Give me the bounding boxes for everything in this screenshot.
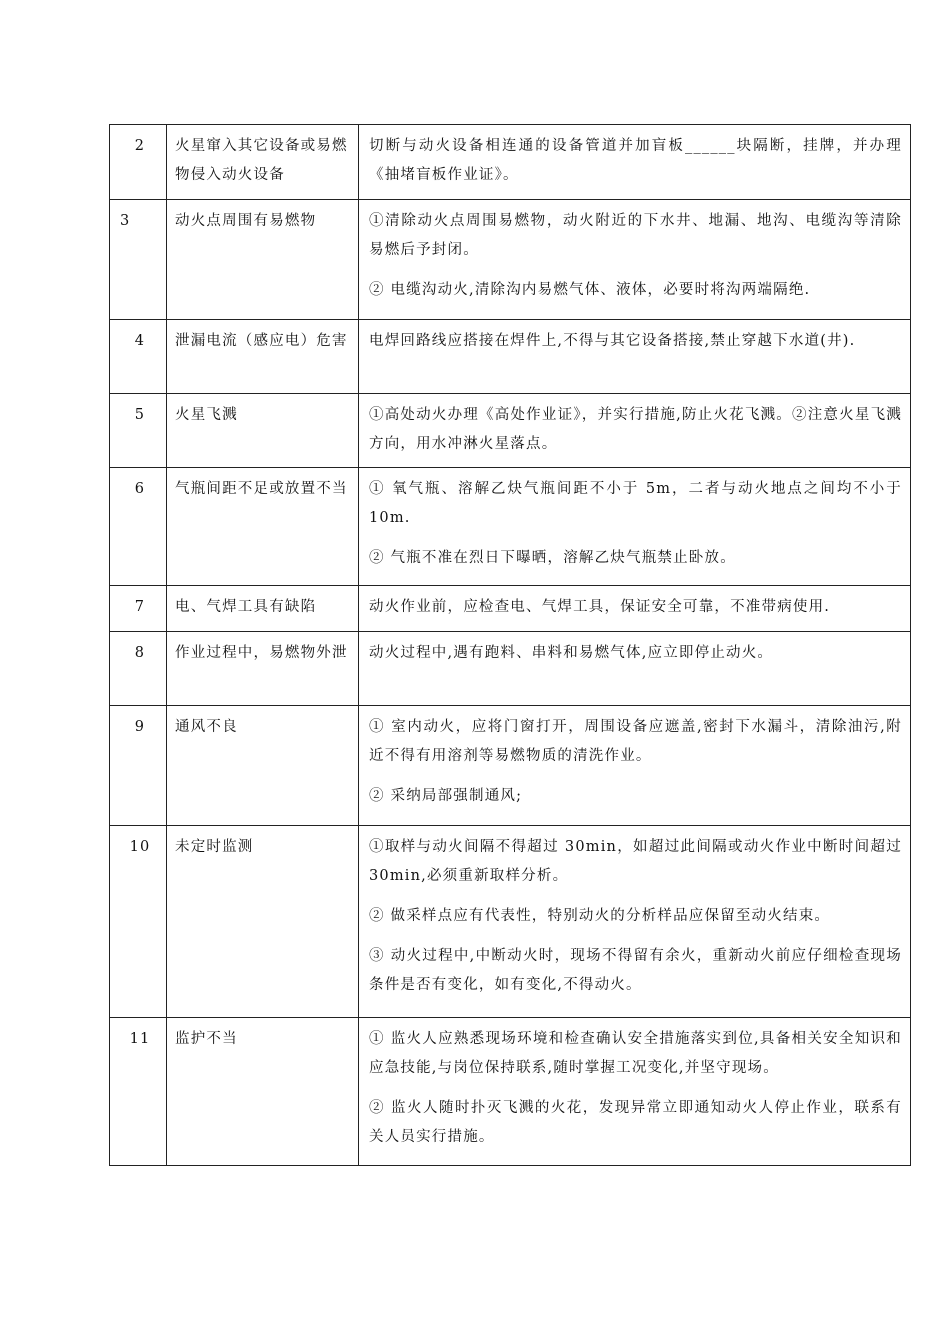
hazard-cell: 通风不良	[167, 706, 359, 826]
measure-cell	[359, 125, 911, 200]
measure-text: ① 监火人应熟悉现场环境和检查确认安全措施落实到位,具备相关安全知识和应急技能,与岗位保持联系,随时掌握工况变化,并坚守现场。	[369, 1031, 902, 1076]
table-row	[110, 320, 911, 394]
table-row	[110, 586, 911, 632]
row-number: 3	[110, 200, 167, 320]
row-number: 2	[110, 125, 167, 200]
table-row	[110, 394, 911, 468]
measure-cell	[359, 706, 911, 826]
measure-cell	[359, 320, 911, 394]
row-number: 6	[110, 468, 167, 586]
measure-text: 切断与动火设备相连通的设备管道并加盲板______块隔断，挂牌，并办理《抽堵盲板作业证》。	[369, 138, 902, 183]
measure-text: ② 采纳局部强制通风;	[369, 788, 523, 804]
table-row	[110, 200, 911, 320]
measure-text: ①清除动火点周围易燃物，动火附近的下水井、地漏、地沟、电缆沟等清除易燃后予封闭。	[369, 213, 902, 258]
measure-cell	[359, 200, 911, 320]
row-number: 11	[110, 1018, 167, 1166]
row-number: 8	[110, 632, 167, 706]
row-number: 7	[110, 586, 167, 632]
measure-text: ①取样与动火间隔不得超过 30min，如超过此间隔或动火作业中断时间超过 30min,必须重新取样分析。	[369, 839, 902, 884]
measure-cell	[359, 1018, 911, 1166]
measure-text: 电焊回路线应搭接在焊件上,不得与其它设备搭接,禁止穿越下水道(井).	[369, 333, 856, 349]
measure-text: ② 做采样点应有代表性，特别动火的分析样品应保留至动火结束。	[369, 908, 831, 924]
measure-text: 动火作业前，应检查电、气焊工具，保证安全可靠，不准带病使用.	[369, 599, 831, 615]
measure-text: ③ 动火过程中,中断动火时，现场不得留有余火，重新动火前应仔细检查现场条件是否有变化，如有变化,不得动火。	[369, 948, 902, 993]
hazard-cell: 未定时监测	[167, 826, 359, 1018]
measure-text: ①高处动火办理《高处作业证》，并实行措施,防止火花飞溅。②注意火星飞溅方向，用水冲淋火星落点。	[369, 407, 902, 452]
row-number: 10	[110, 826, 167, 1018]
table-row	[110, 1018, 911, 1166]
measure-cell	[359, 394, 911, 468]
table-row	[110, 125, 911, 200]
hazard-cell: 泄漏电流（感应电）危害	[167, 320, 359, 394]
measure-cell	[359, 468, 911, 586]
hazard-cell: 动火点周围有易燃物	[167, 200, 359, 320]
hazard-cell: 电、气焊工具有缺陷	[167, 586, 359, 632]
measure-text: ① 室内动火，应将门窗打开，周围设备应遮盖,密封下水漏斗，清除油污,附近不得有用溶剂等易燃物质的清洗作业。	[369, 719, 902, 764]
measure-cell	[359, 632, 911, 706]
measure-cell	[359, 826, 911, 1018]
table-row	[110, 826, 911, 1018]
measure-text: ① 氧气瓶、溶解乙炔气瓶间距不小于 5m，二者与动火地点之间均不小于 10m.	[369, 481, 902, 526]
hazard-cell: 气瓶间距不足或放置不当	[167, 468, 359, 586]
table-row	[110, 632, 911, 706]
measure-text: ② 气瓶不准在烈日下曝晒，溶解乙炔气瓶禁止卧放。	[369, 550, 736, 566]
hazard-cell: 火星飞溅	[167, 394, 359, 468]
measure-text: ② 监火人随时扑灭飞溅的火花，发现异常立即通知动火人停止作业，联系有关人员实行措施。	[369, 1100, 902, 1145]
hazard-cell: 火星窜入其它设备或易燃物侵入动火设备	[167, 125, 359, 200]
row-number: 4	[110, 320, 167, 394]
measure-text: ② 电缆沟动火,清除沟内易燃气体、液体，必要时将沟两端隔绝.	[369, 282, 811, 298]
row-number: 9	[110, 706, 167, 826]
measure-text: 动火过程中,遇有跑料、串料和易燃气体,应立即停止动火。	[369, 645, 774, 661]
table-row	[110, 468, 911, 586]
row-number: 5	[110, 394, 167, 468]
hazard-cell: 监护不当	[167, 1018, 359, 1166]
measure-cell	[359, 586, 911, 632]
hazard-measures-table	[109, 124, 911, 1166]
table-row	[110, 706, 911, 826]
hazard-cell: 作业过程中，易燃物外泄	[167, 632, 359, 706]
